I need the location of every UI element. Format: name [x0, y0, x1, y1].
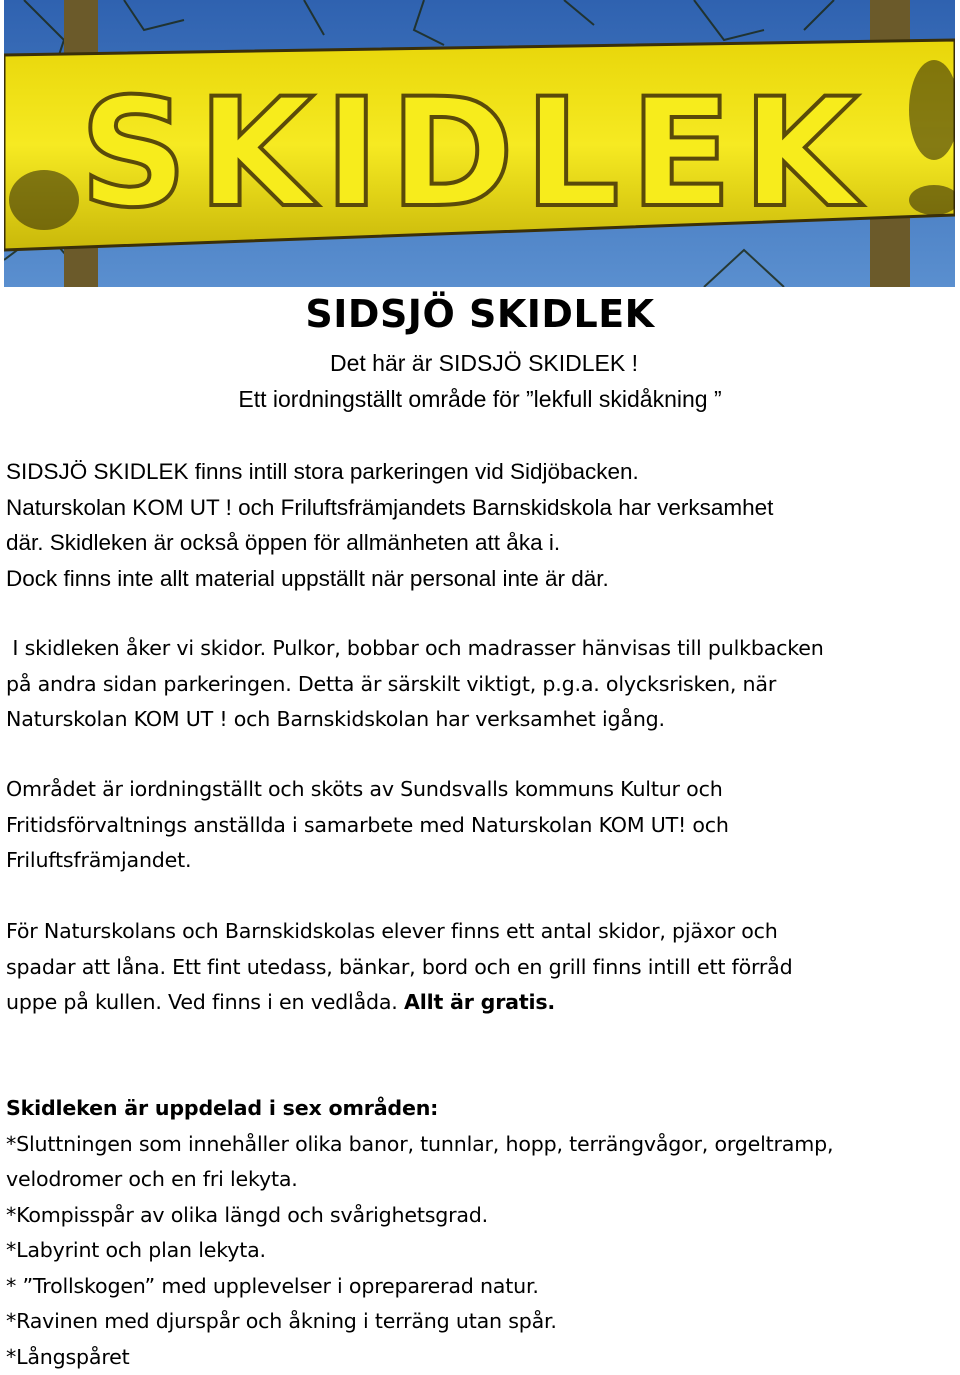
maintenance-line: Friluftsfrämjandet. [6, 843, 958, 879]
subtitle-line-1: Det här är SIDSJÖ SKIDLEK ! [0, 350, 960, 377]
subtitle-line-2: Ett iordningställt område för ”lekfull skidåkning ” [0, 386, 960, 413]
equipment-line-last [6, 985, 958, 1021]
free-notice: Allt är gratis. [404, 990, 555, 1014]
intro-line: där. Skidleken är också öppen för allmänheten att åka i. [6, 525, 951, 561]
maintenance-paragraph [6, 772, 958, 879]
intro-line: Naturskolan KOM UT ! och Friluftsfrämjandets Barnskidskola har verksamhet [6, 490, 951, 526]
areas-heading-text: Skidleken är uppdelad i sex områden: [6, 1096, 438, 1120]
area-item: * ”Trollskogen” med upplevelser i opreparerad natur. [6, 1269, 958, 1305]
area-item: *Långspåret [6, 1340, 958, 1375]
equipment-line: För Naturskolans och Barnskidskolas elever finns ett antal skidor, pjäxor och [6, 914, 958, 950]
intro-paragraph [6, 454, 951, 596]
rules-line: på andra sidan parkeringen. Detta är särskilt viktigt, p.g.a. olycksrisken, när [6, 667, 958, 703]
equipment-paragraph [6, 914, 958, 1021]
area-item: *Sluttningen som innehåller olika banor, tunnlar, hopp, terrängvågor, orgeltramp, [6, 1127, 958, 1163]
area-item: *Kompisspår av olika längd och svårighetsgrad. [6, 1198, 958, 1234]
area-item: *Labyrint och plan lekyta. [6, 1233, 958, 1269]
intro-line: Dock finns inte allt material uppställt när personal inte är där. [6, 561, 951, 597]
equipment-text: uppe på kullen. Ved finns i en vedlåda. [6, 990, 404, 1014]
skidlek-sign-image [4, 0, 955, 287]
area-item: velodromer och en fri lekyta. [6, 1162, 958, 1198]
rules-paragraph [6, 631, 958, 738]
rules-line: Naturskolan KOM UT ! och Barnskidskolan har verksamhet igång. [6, 702, 958, 738]
page-title: SIDSJÖ SKIDLEK [0, 292, 960, 336]
intro-line: SIDSJÖ SKIDLEK finns intill stora parkeringen vid Sidjöbacken. [6, 454, 951, 490]
maintenance-line: Fritidsförvaltnings anställda i samarbete med Naturskolan KOM UT! och [6, 808, 958, 844]
equipment-line: spadar att låna. Ett fint utedass, bänkar, bord och en grill finns intill ett förråd [6, 950, 958, 986]
hero-photo [4, 0, 955, 287]
areas-heading [6, 1091, 958, 1127]
areas-section [6, 1091, 958, 1375]
maintenance-line: Området är iordningställt och sköts av Sundsvalls kommuns Kultur och [6, 772, 958, 808]
rules-line: I skidleken åker vi skidor. Pulkor, bobbar och madrasser hänvisas till pulkbacken [6, 631, 958, 667]
area-item: *Ravinen med djurspår och åkning i terräng utan spår. [6, 1304, 958, 1340]
sign-lettering: SKIDLEK [80, 67, 869, 241]
